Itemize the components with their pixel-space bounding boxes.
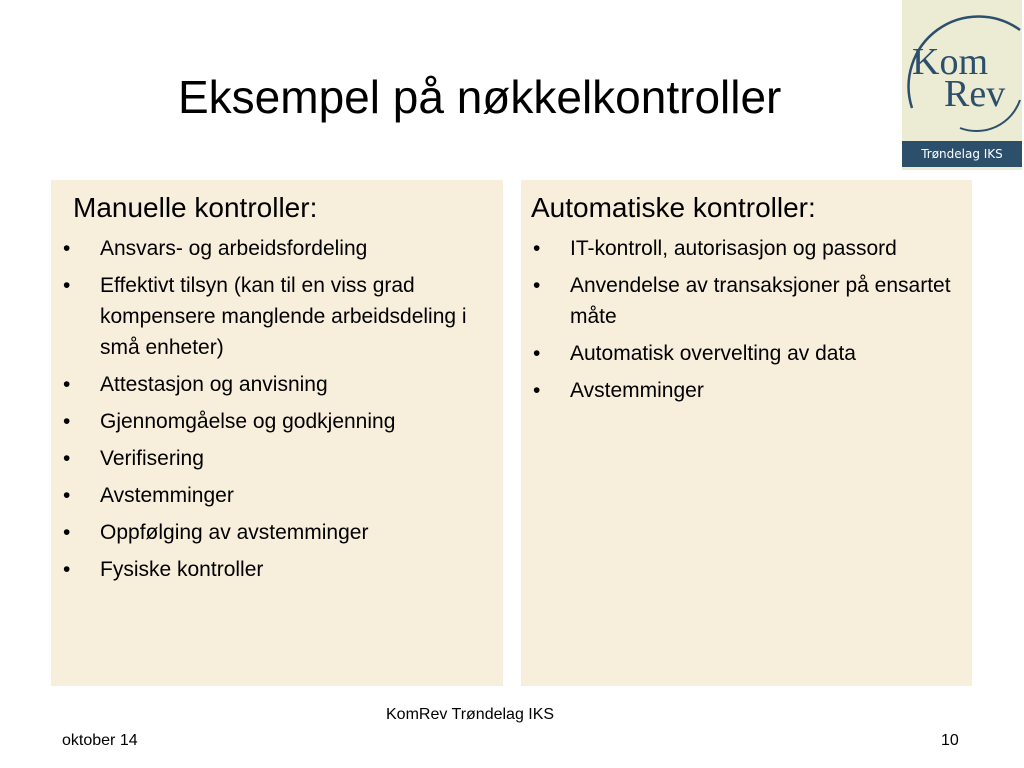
footer-organization: KomRev Trøndelag IKS — [386, 706, 555, 723]
list-item — [51, 517, 496, 548]
list-item-text: Effektivt tilsyn (kan til en viss grad kompensere manglende arbeidsdeling i små enheter) — [100, 274, 467, 359]
list-item — [51, 480, 496, 511]
bullet-icon: • — [63, 373, 71, 396]
list-item — [521, 270, 961, 332]
list-item-text: IT-kontroll, autorisasjon og passord — [570, 237, 897, 260]
bullet-icon: • — [533, 342, 541, 365]
list-item-text: Ansvars- og arbeidsfordeling — [100, 237, 368, 260]
list-item — [51, 369, 496, 400]
list-item — [51, 233, 496, 264]
list-item — [521, 338, 961, 369]
manual-controls-panel — [51, 180, 503, 686]
page-number: 10 — [941, 732, 959, 749]
bullet-icon: • — [63, 558, 71, 581]
logo-band-text: Trøndelag IKS — [902, 141, 1022, 167]
list-item-text: Avstemminger — [570, 379, 704, 402]
list-item — [51, 406, 496, 437]
bullet-icon: • — [63, 274, 71, 297]
list-item-text: Fysiske kontroller — [100, 558, 264, 581]
bullet-icon: • — [63, 237, 71, 260]
manual-controls-list — [51, 233, 496, 591]
bullet-icon: • — [63, 521, 71, 544]
list-item — [51, 443, 496, 474]
list-item-text: Automatisk overvelting av data — [570, 342, 856, 365]
bullet-icon: • — [63, 447, 71, 470]
list-item — [51, 554, 496, 585]
slide-title: Eksempel på nøkkelkontroller — [178, 71, 782, 123]
automatic-controls-heading: Automatiske kontroller: — [531, 192, 816, 223]
list-item-text: Anvendelse av transaksjoner på ensartet måte — [570, 274, 951, 328]
logo-text-rev: Rev — [944, 73, 1006, 115]
bullet-icon: • — [533, 274, 541, 297]
logo-text-kom: Kom — [912, 41, 988, 83]
bullet-icon: • — [533, 237, 541, 260]
list-item-text: Avstemminger — [100, 484, 234, 507]
bullet-icon: • — [63, 484, 71, 507]
footer-date: oktober 14 — [62, 732, 138, 749]
list-item-text: Verifisering — [100, 447, 204, 470]
bullet-icon: • — [63, 410, 71, 433]
list-item — [521, 233, 961, 264]
automatic-controls-panel — [521, 180, 972, 686]
bullet-icon: • — [533, 379, 541, 402]
list-item — [51, 270, 496, 363]
manual-controls-heading: Manuelle kontroller: — [73, 192, 318, 223]
list-item-text: Oppfølging av avstemminger — [100, 521, 369, 544]
komrev-logo — [902, 0, 1022, 170]
list-item — [521, 375, 961, 406]
automatic-controls-list — [521, 233, 961, 412]
list-item-text: Attestasjon og anvisning — [100, 373, 328, 396]
list-item-text: Gjennomgåelse og godkjenning — [100, 410, 396, 433]
